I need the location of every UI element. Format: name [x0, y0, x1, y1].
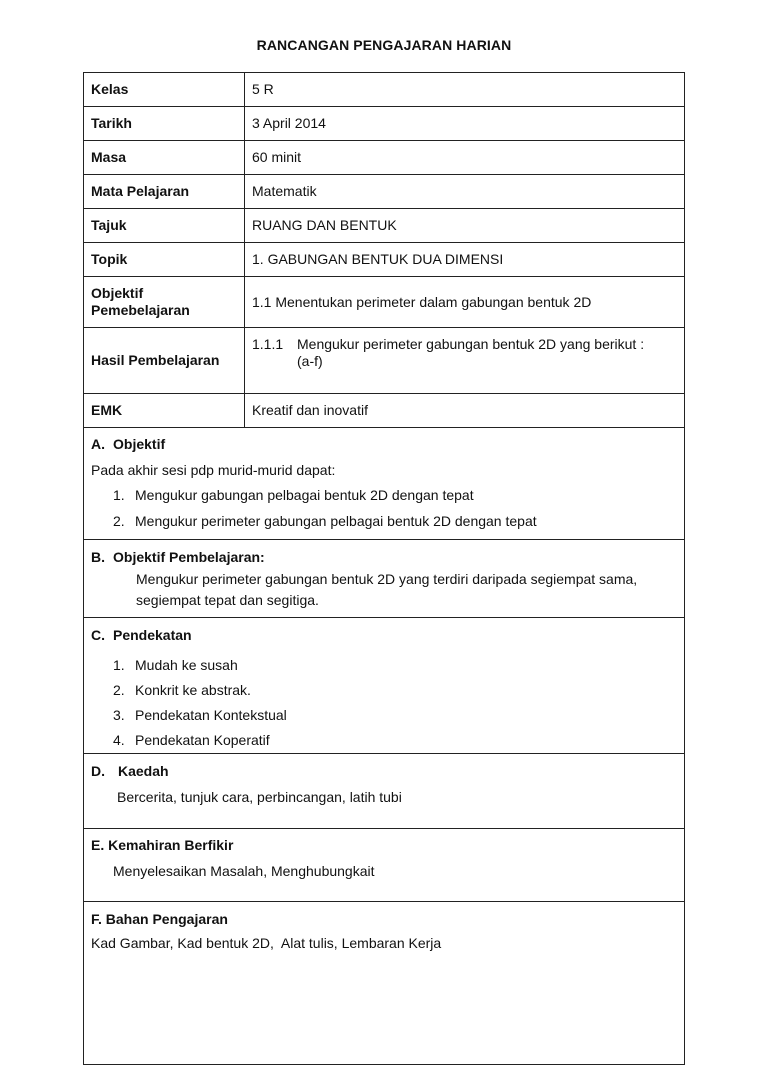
hasil-line-2: (a-f)	[297, 353, 323, 369]
row-label-masa: Masa	[84, 141, 245, 175]
approach-list	[91, 653, 677, 753]
table-row	[84, 209, 684, 243]
section-heading	[91, 763, 677, 780]
list-item	[91, 487, 677, 504]
list-text: Pendekatan Koperatif	[135, 732, 270, 748]
list-item	[91, 703, 677, 728]
row-label-line: Objektif	[91, 285, 144, 301]
section-letter: D.	[91, 763, 105, 779]
table-row	[84, 243, 684, 277]
list-item	[91, 513, 677, 530]
page-title: RANCANGAN PENGAJARAN HARIAN	[256, 37, 512, 53]
section-heading	[91, 549, 677, 566]
section-body	[91, 569, 677, 611]
row-value-tajuk: RUANG DAN BENTUK	[245, 209, 685, 243]
list-item	[91, 653, 677, 678]
list-number: 3.	[113, 707, 125, 723]
row-label-kelas: Kelas	[84, 73, 245, 107]
section-e-kemahiran-berfikir	[84, 829, 684, 902]
row-label-emk: EMK	[84, 394, 245, 428]
info-table	[84, 73, 684, 428]
row-value-mata-pelajaran: Matematik	[245, 175, 685, 209]
row-value-kelas: 5 R	[245, 73, 685, 107]
hasil-line-1	[252, 336, 677, 353]
row-value-objektif-pemebelajaran: 1.1 Menentukan perimeter dalam gabungan bentuk 2D	[245, 277, 685, 328]
table-row	[84, 141, 684, 175]
section-title: Pendekatan	[113, 627, 192, 643]
list-text: Konkrit ke abstrak.	[135, 682, 251, 698]
section-d-kaedah	[84, 754, 684, 829]
row-label-line: Pemebelajaran	[91, 302, 190, 318]
section-body: Bercerita, tunjuk cara, perbincangan, latih tubi	[117, 789, 402, 805]
row-value-tarikh: 3 April 2014	[245, 107, 685, 141]
section-c-pendekatan	[84, 618, 684, 754]
table-row	[84, 328, 684, 394]
list-text: Pendekatan Kontekstual	[135, 707, 287, 723]
section-body: Kad Gambar, Kad bentuk 2D, Alat tulis, Lembaran Kerja	[91, 935, 442, 951]
section-a-objektif	[84, 428, 684, 540]
section-title: Objektif Pembelajaran:	[113, 549, 265, 565]
section-letter: B.	[91, 549, 105, 565]
row-value-masa: 60 minit	[245, 141, 685, 175]
section-b-objektif-pembelajaran	[84, 540, 684, 618]
section-body-line: segiempat tepat dan segitiga.	[136, 592, 319, 608]
table-row	[84, 73, 684, 107]
list-item	[91, 678, 677, 703]
section-intro: Pada akhir sesi pdp murid-murid dapat:	[91, 462, 336, 478]
section-f-bahan-pengajaran	[84, 902, 684, 1064]
table-row	[84, 277, 684, 328]
list-number: 1.	[113, 657, 125, 673]
hasil-text: Mengukur perimeter gabungan bentuk 2D yang berikut :	[297, 336, 645, 352]
row-label-hasil-pembelajaran: Hasil Pembelajaran	[84, 328, 245, 394]
section-body-line: Mengukur perimeter gabungan bentuk 2D yang terdiri daripada segiempat sama,	[136, 571, 638, 587]
section-heading: E. Kemahiran Berfikir	[91, 837, 234, 853]
list-text: Mengukur perimeter gabungan pelbagai bentuk 2D dengan tepat	[135, 513, 537, 529]
table-row	[84, 175, 684, 209]
table-row	[84, 107, 684, 141]
section-heading: F. Bahan Pengajaran	[91, 911, 228, 927]
list-text: Mudah ke susah	[135, 657, 238, 673]
row-label-mata-pelajaran: Mata Pelajaran	[84, 175, 245, 209]
list-number: 2.	[113, 682, 125, 698]
list-number: 2.	[113, 513, 125, 529]
objective-list	[91, 487, 677, 530]
hasil-number: 1.1.1	[252, 336, 284, 352]
section-heading	[91, 436, 677, 453]
section-letter: A.	[91, 436, 105, 452]
row-label-topik: Topik	[84, 243, 245, 277]
lesson-plan-sheet	[83, 72, 685, 1065]
list-number: 1.	[113, 487, 125, 503]
section-letter: C.	[91, 627, 105, 643]
section-body: Menyelesaikan Masalah, Menghubungkait	[113, 863, 375, 879]
table-row	[84, 394, 684, 428]
row-label-objektif-pemebelajaran	[84, 277, 245, 328]
row-value-emk: Kreatif dan inovatif	[245, 394, 685, 428]
list-number: 4.	[113, 732, 125, 748]
row-label-tajuk: Tajuk	[84, 209, 245, 243]
row-value-hasil-pembelajaran	[245, 328, 685, 394]
section-title: Kaedah	[118, 763, 169, 779]
list-item	[91, 728, 677, 753]
section-heading	[91, 627, 677, 644]
row-value-topik: 1. GABUNGAN BENTUK DUA DIMENSI	[245, 243, 685, 277]
list-text: Mengukur gabungan pelbagai bentuk 2D dengan tepat	[135, 487, 474, 503]
section-title: Objektif	[113, 436, 166, 452]
row-label-tarikh: Tarikh	[84, 107, 245, 141]
